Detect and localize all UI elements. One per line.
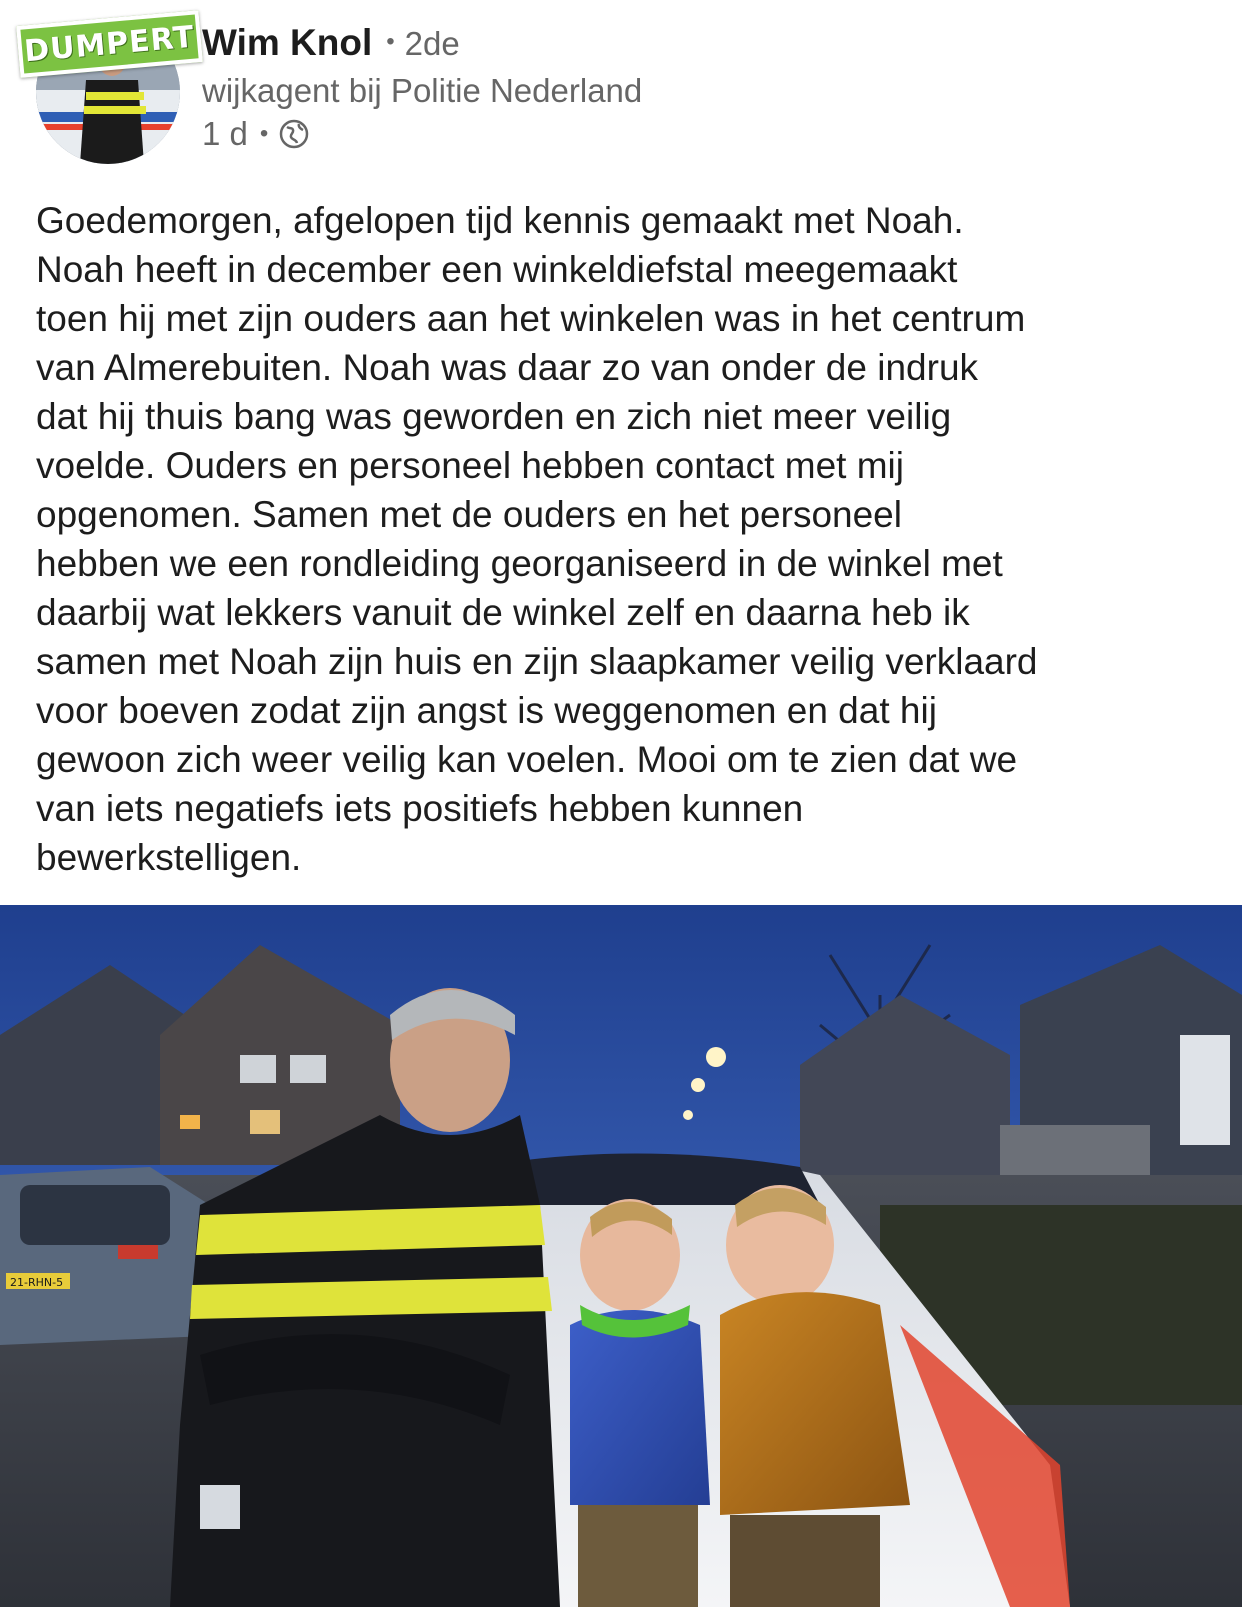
author-name-row	[202, 22, 460, 70]
post-body-text: Goedemorgen, afgelopen tijd kennis gemaakt met Noah. Noah heeft in december een winkeldiefstal meegemaakt toen hij met zijn ouders aan het winkelen was in het centrum van Almerebuiten. Noah was daar zo van onder de indruk dat hij thuis bang was geworden en zich niet meer veilig voelde. Ouders en personeel hebben contact met mij opgenomen. Samen met de ouders en het personeel hebben we een rondleiding georganiseerd in de winkel met daarbij wat lekkers vanuit de winkel zelf en daarna heb ik samen met Noah zijn huis en zijn slaapkamer veilig verklaard voor boeven zodat zijn angst is weggenomen en dat hij gewoon zich weer veilig kan voelen. Mooi om te zien dat we van iets negatiefs iets positiefs hebben kunnen bewerkstelligen.	[36, 200, 1038, 878]
meta-separator-dot: •	[259, 120, 269, 147]
post-header	[0, 0, 1242, 180]
watermark-label: DUMPERT	[22, 19, 197, 69]
car-plate: 21-RHN-5	[10, 1276, 64, 1289]
post-meta	[202, 115, 310, 153]
author-name[interactable]: Wim Knol	[202, 22, 373, 63]
globe-icon	[278, 118, 310, 150]
separator-dot: •	[386, 28, 395, 55]
connection-degree: 2de	[404, 25, 460, 62]
post-time: 1 d	[202, 115, 248, 152]
post-photo-image	[0, 905, 1242, 1607]
author-headline: wijkagent bij Politie Nederland	[202, 72, 643, 109]
post-photo[interactable]	[0, 905, 1242, 1607]
